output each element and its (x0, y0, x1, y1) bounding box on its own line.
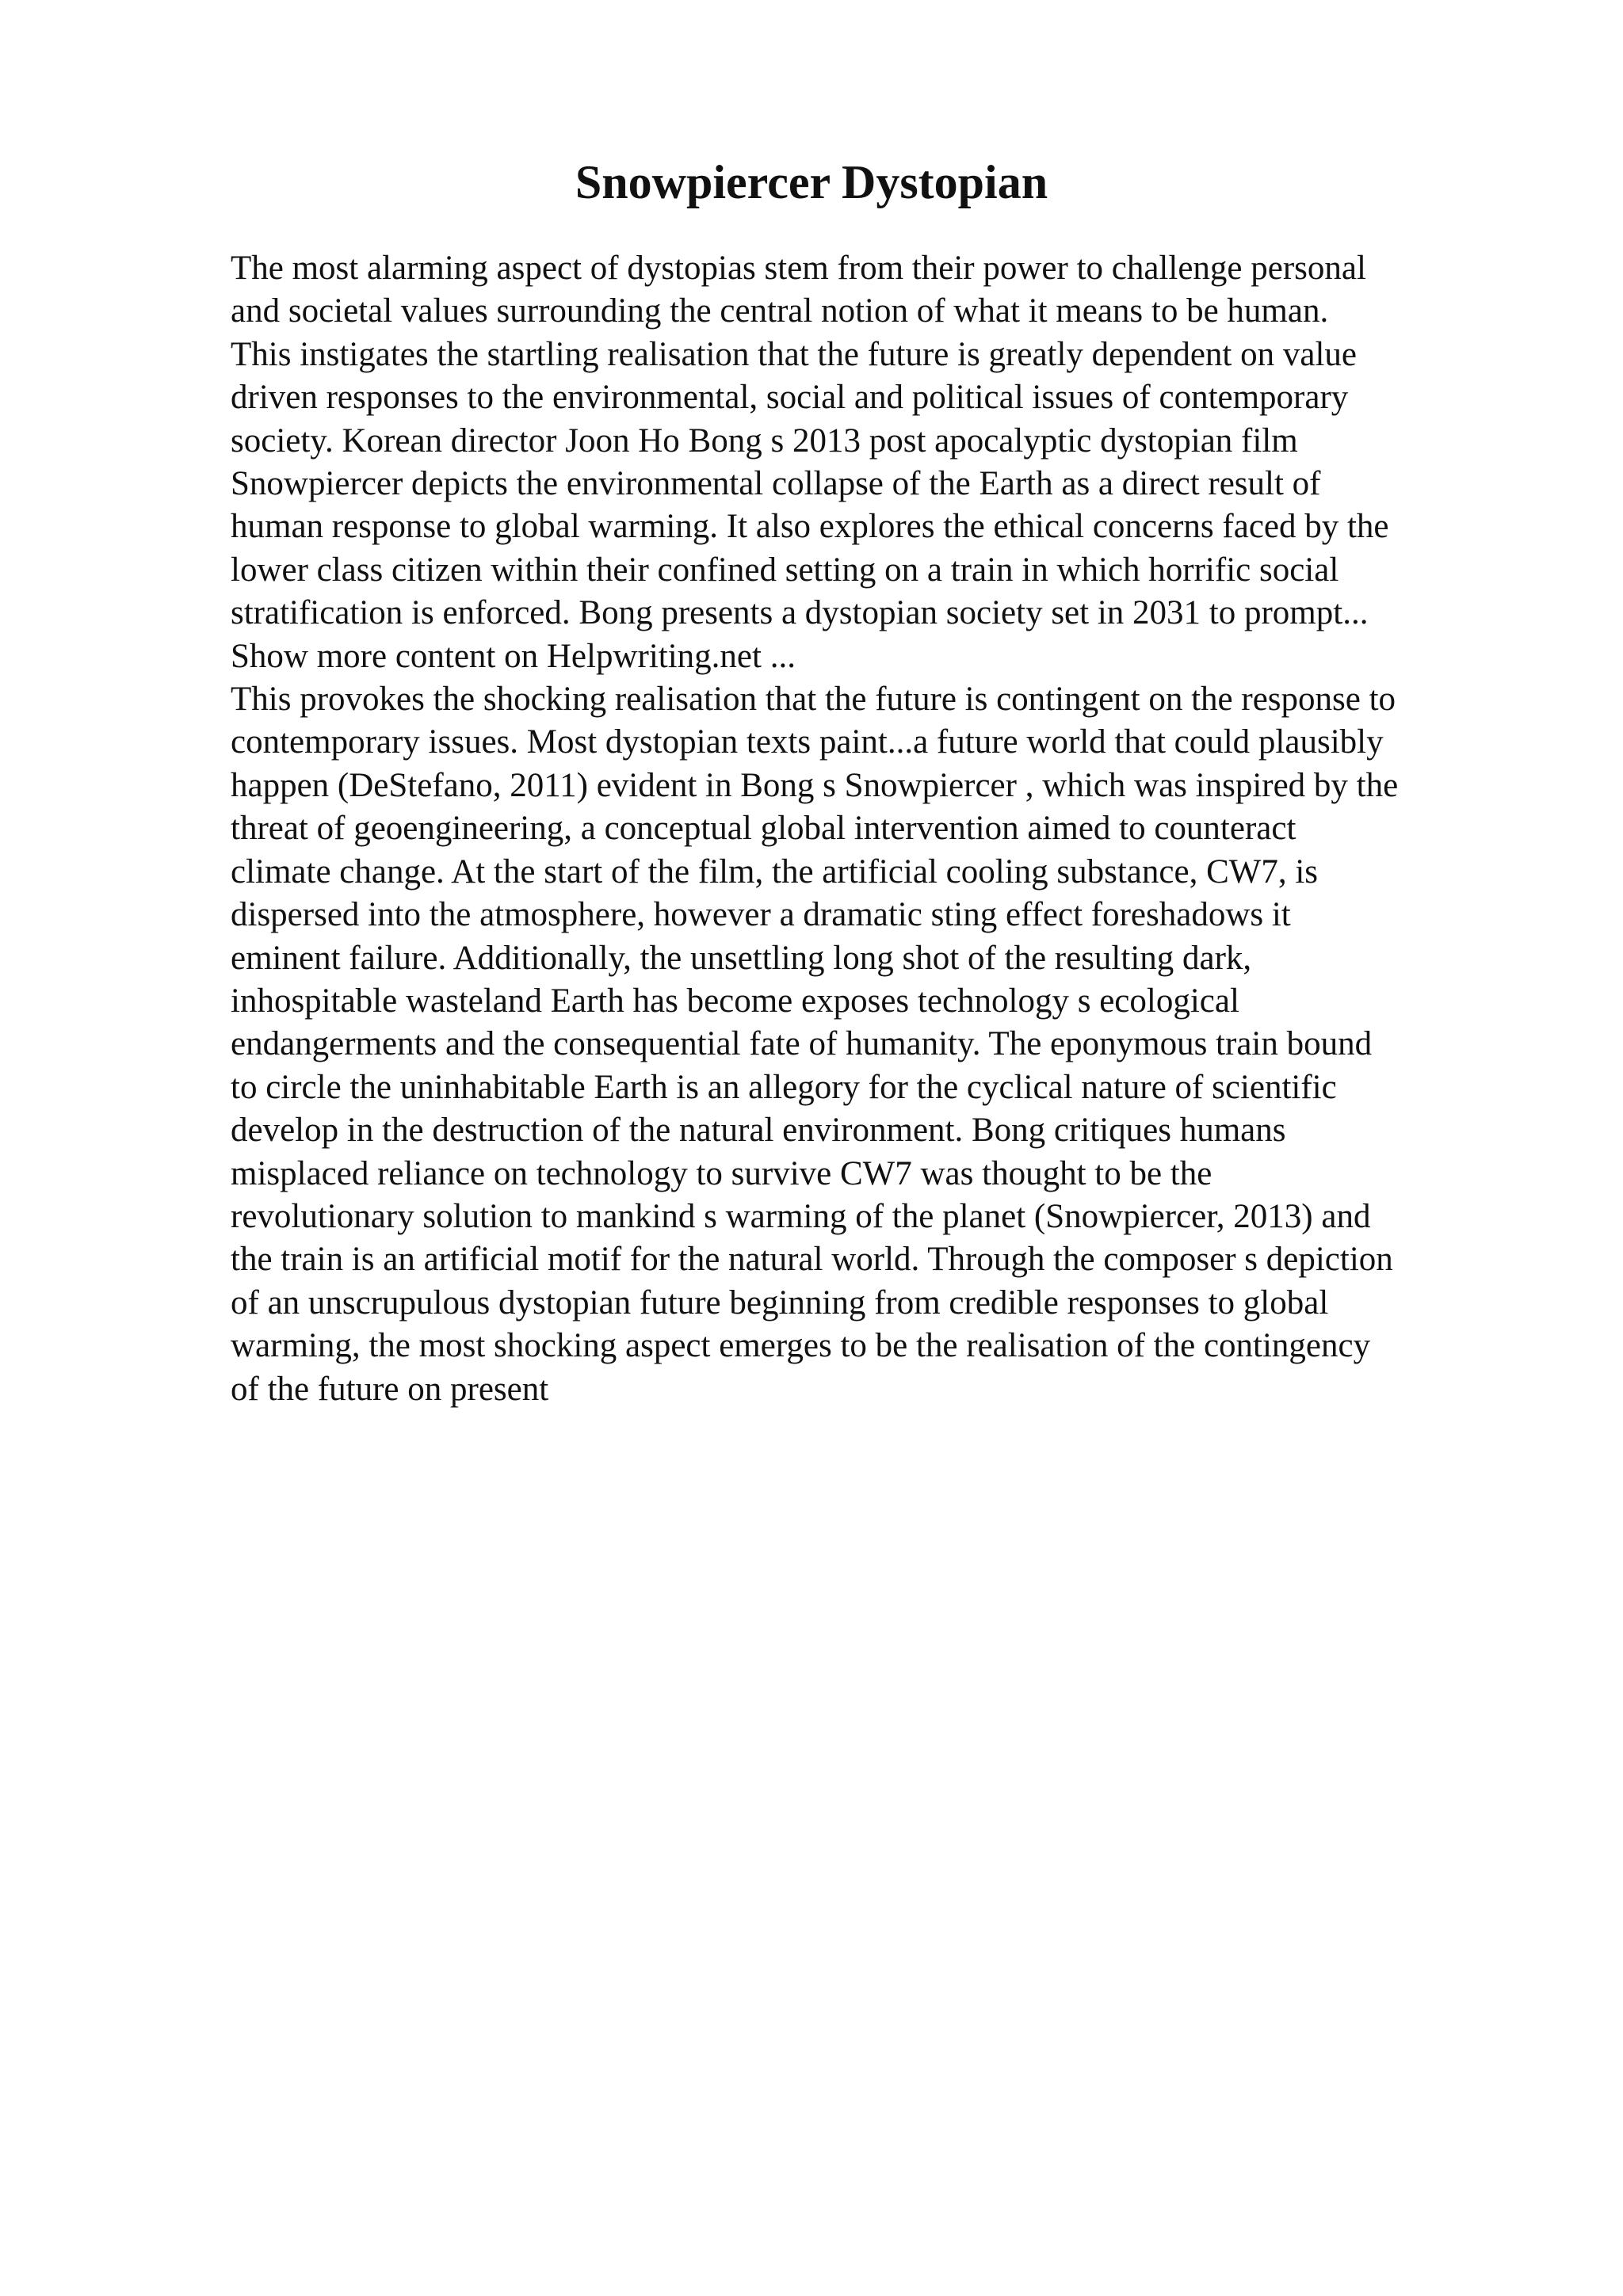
body-line: of an unscrupulous dystopian future beginning from credible responses to global (231, 1283, 1329, 1322)
body-line: threat of geoengineering, a conceptual global intervention aimed to counteract (231, 810, 1296, 848)
body-line: climate change. At the start of the film, the artificial cooling substance, CW7, is (231, 852, 1319, 891)
body-line: This instigates the startling realisation that the future is greatly dependent on value (231, 335, 1357, 373)
body-line: stratification is enforced. Bong presents a dystopian society set in 2031 to prompt... (231, 594, 1369, 632)
show-more-line: Show more content on Helpwriting.net ... (231, 637, 796, 675)
body-line: society. Korean director Joon Ho Bong s 2013 post apocalyptic dystopian film (231, 421, 1298, 460)
body-line: dispersed into the atmosphere, however a dramatic sting effect foreshadows it (231, 896, 1291, 934)
body-line: and societal values surrounding the central notion of what it means to be human. (231, 292, 1329, 330)
body-line: endangerments and the consequential fate of humanity. The eponymous train bound (231, 1025, 1373, 1063)
document-body (231, 247, 1514, 1411)
body-line: human response to global warming. It also explores the ethical concerns faced by the (231, 508, 1389, 546)
body-line: of the future on present (231, 1370, 549, 1408)
body-line: lower class citizen within their confined setting on a train in which horrific social (231, 551, 1339, 589)
body-line: contemporary issues. Most dystopian texts paint...a future world that could plausibly (231, 723, 1384, 761)
body-line: revolutionary solution to mankind s warming of the planet (Snowpiercer, 2013) and (231, 1197, 1371, 1235)
body-line: eminent failure. Additionally, the unsettling long shot of the resulting dark, (231, 939, 1252, 977)
document-title: Snowpiercer Dystopian (575, 156, 1048, 208)
body-line: misplaced reliance on technology to survive CW7 was thought to be the (231, 1154, 1212, 1192)
body-line: to circle the uninhabitable Earth is an allegory for the cyclical nature of scientific (231, 1068, 1337, 1106)
body-line: inhospitable wasteland Earth has become exposes technology s ecological (231, 982, 1239, 1020)
body-line: develop in the destruction of the natural environment. Bong critiques humans (231, 1112, 1286, 1150)
body-line: This provokes the shocking realisation that the future is contingent on the response to (231, 681, 1396, 719)
body-line: Snowpiercer depicts the environmental collapse of the Earth as a direct result of (231, 465, 1321, 503)
body-line: happen (DeStefano, 2011) evident in Bong s Snowpiercer , which was inspired by the (231, 766, 1399, 804)
body-line: driven responses to the environmental, social and political issues of contemporary (231, 379, 1349, 417)
body-line: the train is an artificial motif for the natural world. Through the composer s depiction (231, 1241, 1393, 1279)
body-line: The most alarming aspect of dystopias stem from their power to challenge personal (231, 250, 1366, 287)
body-line: warming, the most shocking aspect emerges to be the realisation of the contingency (231, 1327, 1371, 1365)
